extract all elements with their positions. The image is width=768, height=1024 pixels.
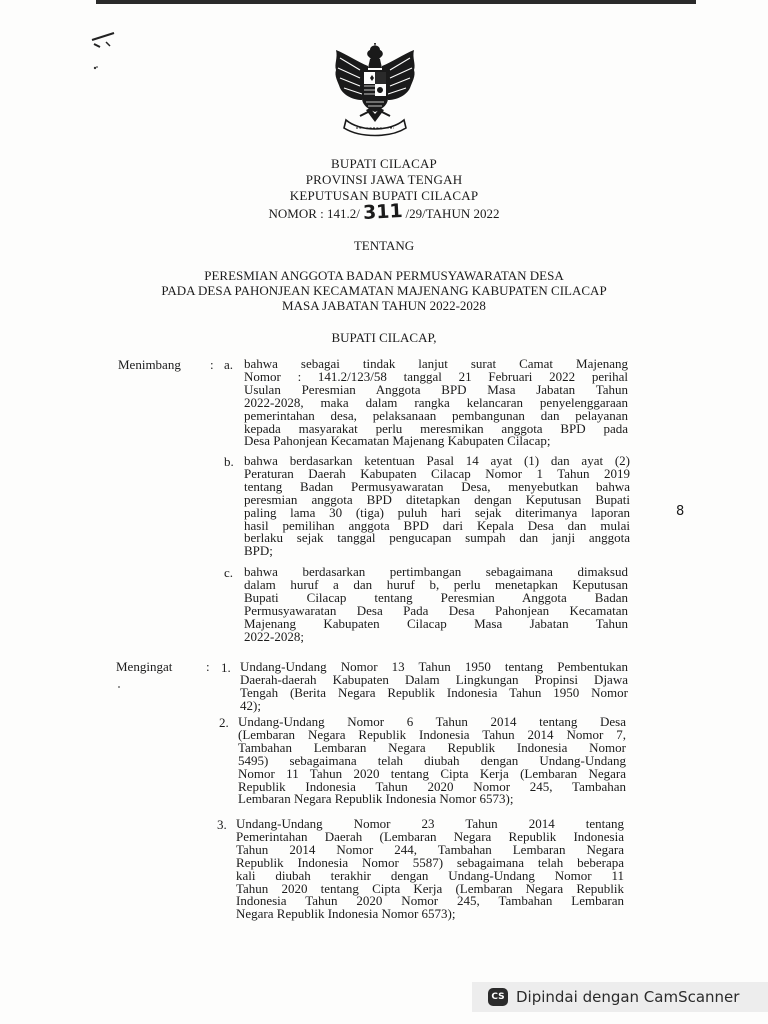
menimbang-item-c-marker: c. — [224, 565, 234, 580]
bupati-heading: BUPATI CILACAP, — [331, 330, 437, 345]
camscanner-watermark-text: Dipindai dengan CamScanner — [516, 988, 740, 1006]
text-line: Usulan Peresmian Anggota BPD Masa Jabatan Tahun — [244, 381, 628, 397]
text-line: 2022-2028, maka dalam rangka kelancaran penyelenggaraan — [244, 394, 628, 410]
handwritten-mark — [88, 28, 122, 74]
mengingat-item-2 — [238, 716, 626, 806]
text-line: hasil pemilihan anggota BPD dari Kepala Desa dan mulai — [244, 517, 630, 533]
mengingat-item-3 — [236, 818, 624, 921]
garuda-pancasila-emblem-icon — [330, 42, 420, 140]
text-line: (Lembaran Negara Republik Indonesia Tahun 2014 Nomor 7, — [238, 726, 626, 742]
scan-speck — [118, 686, 120, 688]
subject-line-1: PERESMIAN ANGGOTA BADAN PERMUSYAWARATAN DESA — [204, 268, 564, 283]
scan-speck — [96, 66, 98, 68]
subject-line-2: PADA DESA PAHONJEAN KECAMATAN MAJENANG KABUPATEN CILACAP — [161, 283, 607, 298]
header-regent-title: BUPATI CILACAP — [331, 156, 437, 171]
decree-number-prefix: NOMOR : 141.2/ — [268, 206, 360, 221]
camscanner-watermark — [472, 982, 768, 1012]
mengingat-item-1-marker: 1. — [221, 660, 231, 675]
text-line: 5495) sebagaimana telah diubah dengan Undang-Undang — [238, 752, 626, 768]
mengingat-item-1 — [240, 661, 628, 713]
text-line: Tengah (Berita Negara Republik Indonesia Tahun 1950 Nomor — [240, 684, 628, 700]
text-line: Peraturan Daerah Kabupaten Cilacap Nomor 1 Tahun 2019 — [244, 465, 630, 481]
mengingat-item-3-marker: 3. — [217, 817, 227, 832]
text-line: Permusyawaratan Desa Pada Desa Pahonjean Kecamatan — [244, 602, 628, 618]
text-line: Bupati Cilacap tentang Peresmian Anggota Badan — [244, 589, 628, 605]
text-line: bahwa berdasarkan ketentuan Pasal 14 ayat (1) dan ayat (2) — [244, 453, 630, 468]
menimbang-item-a-marker: a. — [224, 357, 234, 372]
text-line: kepada masyarakat perlu meresmikan anggota BPD pada — [244, 420, 628, 436]
camscanner-logo-icon: CS — [488, 988, 508, 1006]
text-line: pemerintahan desa, pelaksanaan pembangunan dan pelayanan — [244, 407, 628, 423]
text-line: 42); — [240, 697, 261, 713]
text-line: Majenang Kabupaten Cilacap Masa Jabatan Tahun — [244, 615, 628, 631]
text-line: Tahun 2014 Nomor 244, Tambahan Lembaran Negara — [236, 841, 624, 857]
mengingat-colon: : — [206, 659, 210, 674]
text-line: bahwa berdasarkan pertimbangan sebagaimana dimaksud — [244, 564, 628, 579]
decree-number — [0, 199, 768, 225]
decree-number-suffix: /29/TAHUN 2022 — [405, 206, 500, 221]
text-line: kali diubah terakhir dengan Undang-Undang Nomor 11 — [236, 867, 624, 883]
header-decree-title: KEPUTUSAN BUPATI CILACAP — [289, 188, 479, 203]
text-line: Republik Indonesia Tahun 2020 Nomor 245, Tambahan — [238, 778, 626, 794]
text-line: Pemerintahan Daerah (Lembaran Negara Republik Indonesia — [236, 828, 624, 844]
menimbang-item-b — [244, 455, 630, 558]
menimbang-item-c — [244, 566, 628, 643]
menimbang-label: Menimbang — [118, 357, 181, 372]
menimbang-colon: : — [210, 357, 214, 372]
text-line: Tahun 2020 tentang Cipta Kerja (Lembaran Negara Republik — [236, 880, 624, 896]
text-line: Negara Republik Indonesia Nomor 6573); — [236, 906, 456, 922]
text-line: Undang-Undang Nomor 23 Tahun 2014 tentang — [236, 816, 624, 831]
text-line: Desa Pahonjean Kecamatan Majenang Kabupaten Cilacap; — [244, 433, 551, 449]
text-line: peresmian anggota BPD ditetapkan dengan Keputusan Bupati — [244, 491, 630, 507]
menimbang-item-a — [244, 358, 628, 448]
text-line: paling lama 30 (tiga) puluh hari sejak diterimanya laporan — [244, 504, 630, 520]
tentang-heading: TENTANG — [353, 238, 415, 253]
text-line: Tambahan Lembaran Negara Republik Indonesia Nomor — [238, 739, 626, 755]
text-line: dalam huruf a dan huruf b, perlu menetapkan Keputusan — [244, 576, 628, 592]
text-line: Lembaran Negara Republik Indonesia Nomor 6573); — [238, 791, 514, 807]
text-line: berlaku sejak tanggal pengucapan sumpah dan janji anggota — [244, 530, 630, 546]
decree-subject — [0, 268, 768, 313]
text-line: BPD; — [244, 543, 273, 559]
header-province: PROVINSI JAWA TENGAH — [305, 172, 463, 187]
mengingat-label: Mengingat — [116, 659, 173, 674]
decree-number-handwritten: 311 — [362, 199, 404, 225]
text-line: Indonesia Tahun 2020 Nomor 245, Tambahan Lembaran — [236, 893, 624, 909]
text-line: tentang Badan Permusyawaratan Desa, menyebutkan bahwa — [244, 478, 630, 494]
handwritten-page-mark: 8 — [676, 504, 685, 519]
text-line: Republik Indonesia Nomor 5587) sebagaimana telah beberapa — [236, 854, 624, 870]
menimbang-item-b-marker: b. — [224, 454, 234, 469]
text-line: Nomor 11 Tahun 2020 tentang Cipta Kerja (Lembaran Negara — [238, 765, 626, 781]
subject-line-3: MASA JABATAN TAHUN 2022-2028 — [282, 298, 486, 313]
text-line: 2022-2028; — [244, 628, 304, 644]
mengingat-item-2-marker: 2. — [219, 715, 229, 730]
text-line: Undang-Undang Nomor 6 Tahun 2014 tentang Desa — [238, 714, 626, 729]
text-line: bahwa sebagai tindak lanjut surat Camat Majenang — [244, 356, 628, 371]
scan-top-edge — [96, 0, 696, 4]
document-header — [0, 156, 768, 225]
text-line: Undang-Undang Nomor 13 Tahun 1950 tentang Pembentukan — [240, 659, 628, 674]
text-line: Daerah-daerah Kabupaten Dalam Lingkungan Propinsi Djawa — [240, 671, 628, 687]
text-line: Nomor : 141.2/123/58 tanggal 21 Februari 2022 perihal — [244, 368, 628, 384]
